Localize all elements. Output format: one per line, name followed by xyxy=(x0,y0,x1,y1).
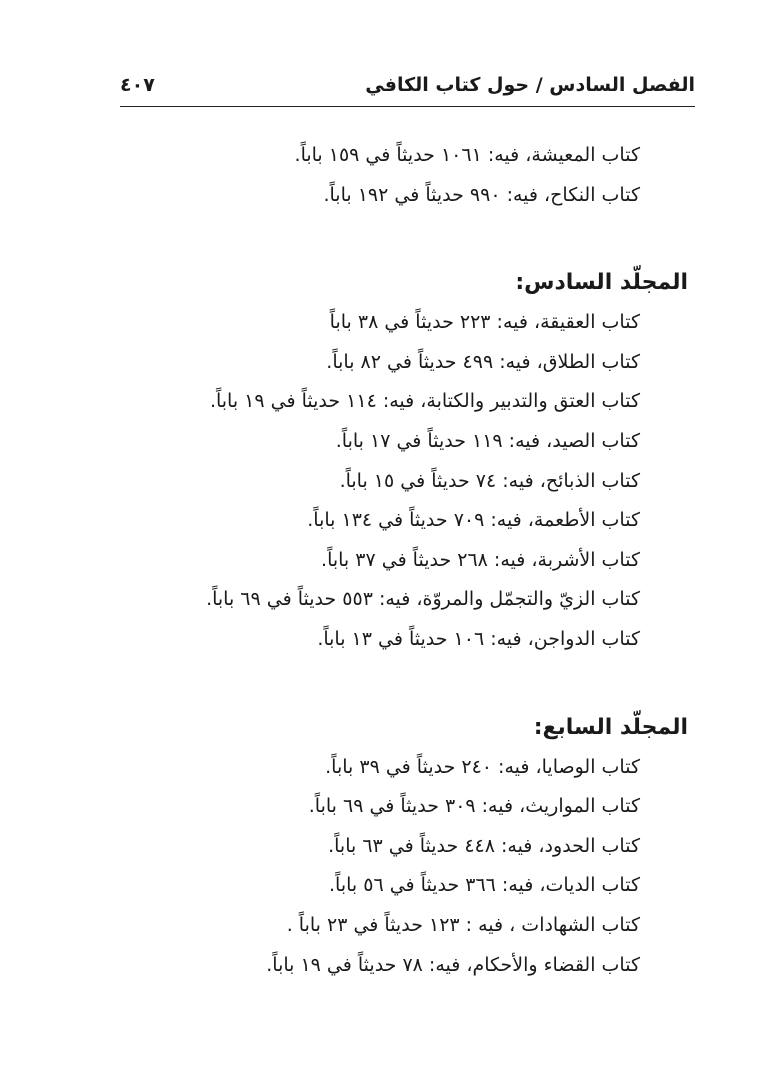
book-entry-ashriba: كتاب الأشربة، فيه: ٢٦٨ حديثاً في ٣٧ باباً. xyxy=(321,548,640,571)
book-entry-mawarith: كتاب المواريث، فيه: ٣٠٩ حديثاً في ٦٩ باباً. xyxy=(308,795,640,818)
header-rule xyxy=(120,106,695,107)
book-entry-aqiqa: كتاب العقيقة، فيه: ٢٢٣ حديثاً في ٣٨ باباً xyxy=(329,311,640,334)
book-entry-talaq: كتاب الطلاق، فيه: ٤٩٩ حديثاً في ٨٢ باباً. xyxy=(326,350,640,373)
book-entry-maisha: كتاب المعيشة، فيه: ١٠٦١ حديثاً في ١٥٩ باباً. xyxy=(294,144,640,166)
page-number: ٤٠٧ xyxy=(120,74,155,96)
running-head-title: الفصل السادس / حول كتاب الكافي xyxy=(365,74,695,96)
volume-6-heading: المجلّد السادس: xyxy=(515,270,688,296)
book-entry-dawajin: كتاب الدواجن، فيه: ١٠٦ حديثاً في ١٣ باباً. xyxy=(317,627,640,650)
book-entry-diyat: كتاب الديات، فيه: ٣٦٦ حديثاً في ٥٦ باباً. xyxy=(329,874,640,897)
book-entry-itq: كتاب العتق والتدبير والكتابة، فيه: ١١٤ حديثاً في ١٩ باباً. xyxy=(209,390,640,413)
book-entry-zayy: كتاب الزيّ والتجمّل والمروّة، فيه: ٥٥٣ حديثاً في ٦٩ باباً. xyxy=(206,588,640,611)
book-entry-qada: كتاب القضاء والأحكام، فيه: ٧٨ حديثاً في ١٩ باباً. xyxy=(266,953,640,976)
book-entry-nikah: كتاب النكاح، فيه: ٩٩٠ حديثاً في ١٩٢ باباً. xyxy=(323,183,640,206)
running-header xyxy=(120,74,695,108)
book-entry-sayd: كتاب الصيد، فيه: ١١٩ حديثاً في ١٧ باباً. xyxy=(335,429,640,452)
book-entry-shahadat: كتاب الشهادات ، فيه : ١٢٣ حديثاً في ٢٣ باباً . xyxy=(286,913,640,936)
book-entry-wasaya: كتاب الوصايا، فيه: ٢٤٠ حديثاً في ٣٩ باباً. xyxy=(325,755,640,778)
book-entry-hudud: كتاب الحدود، فيه: ٤٤٨ حديثاً في ٦٣ باباً. xyxy=(328,834,640,857)
book-entry-dhabaih: كتاب الذبائح، فيه: ٧٤ حديثاً في ١٥ باباً. xyxy=(339,469,640,492)
volume-7-heading: المجلّد السابع: xyxy=(533,714,688,740)
book-entry-atima: كتاب الأطعمة، فيه: ٧٠٩ حديثاً في ١٣٤ باباً. xyxy=(307,509,640,532)
book-list xyxy=(118,136,688,985)
